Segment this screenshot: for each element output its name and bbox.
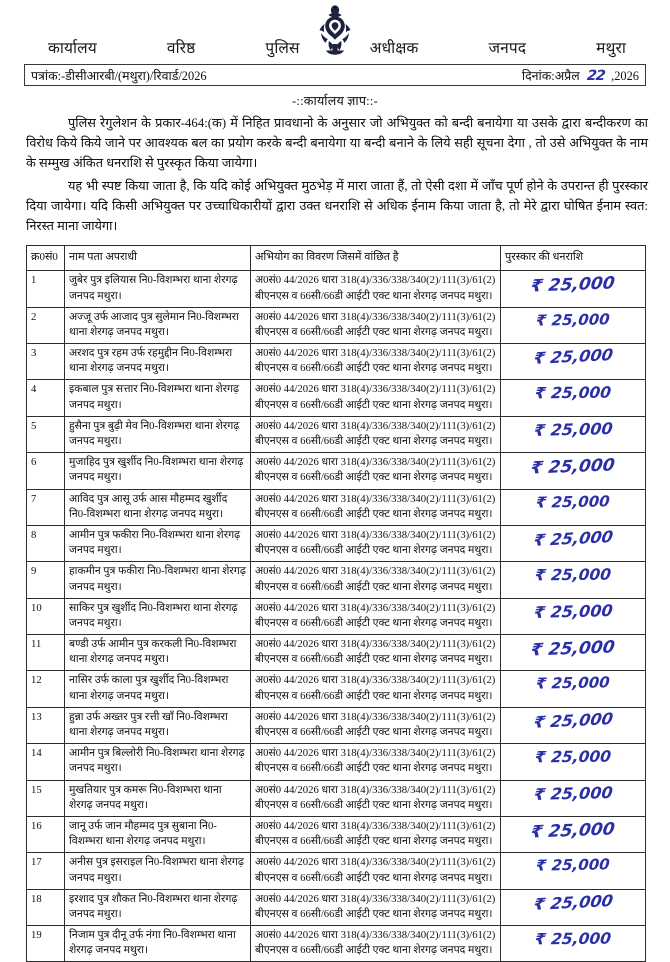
cell-accused-name-address: मुजाहिद पुत्र खुर्शीद नि0-विशम्भरा थाना शेरगढ़ जनपद मथुरा। xyxy=(65,453,251,489)
cell-serial: 14 xyxy=(27,744,65,780)
cell-accused-name-address: मुखतियार पुत्र कमरू नि0-विशम्भरा थाना शेरगढ़ जनपद मथुरा। xyxy=(65,780,251,816)
cell-serial: 6 xyxy=(27,453,65,489)
cell-case-details: अ0सं0 44/2026 धारा 318(4)/336/338/340(2)/111(3)/61(2) बीएनएस व 66सी/66डी आईटी एक्ट थाना शेरगढ़ जनपद मथुरा। xyxy=(251,562,501,598)
table-row xyxy=(27,453,646,489)
cell-case-details: अ0सं0 44/2026 धारा 318(4)/336/338/340(2)/111(3)/61(2) बीएनएस व 66सी/66डी आईटी एक्ट थाना शेरगढ़ जनपद मथुरा। xyxy=(251,926,501,962)
table-row xyxy=(27,416,646,452)
office-word-3: अधीक्षक xyxy=(369,40,419,57)
cell-accused-name-address: हुन्ना उर्फ अख्तर पुत्र रत्ती खाँ नि0-विशम्भरा थाना शेरगढ़ जनपद मथुरा। xyxy=(65,707,251,743)
table-row xyxy=(27,889,646,925)
table-row xyxy=(27,562,646,598)
cell-case-details: अ0सं0 44/2026 धारा 318(4)/336/338/340(2)/111(3)/61(2) बीएनएस व 66सी/66डी आईटी एक्ट थाना शेरगढ़ जनपद मथुरा। xyxy=(251,671,501,707)
cell-case-details: अ0सं0 44/2026 धारा 318(4)/336/338/340(2)/111(3)/61(2) बीएनएस व 66सी/66डी आईटी एक्ट थाना शेरगढ़ जनपद मथुरा। xyxy=(251,707,501,743)
table-row xyxy=(27,816,646,852)
table-row xyxy=(27,525,646,561)
table-body xyxy=(27,271,646,962)
handwritten-reward: ₹ 25,000 xyxy=(533,929,613,949)
cell-serial: 10 xyxy=(27,598,65,634)
cell-serial: 8 xyxy=(27,525,65,561)
table-row xyxy=(27,598,646,634)
paragraph-1: पुलिस रेगुलेशन के प्रकार-464:(क) में निहित प्रावधानो के अनुसार जो अभियुक्त को बन्दी बनायेगा या उसके द्वारा बन्दीकरण का विरोध किये किये जाने पर आवश्यक बल का प्रयोग करके बन्दी बनायेगा या बन्दी बनाने के लिये सही सूचना देगा , तो उसे अभियुक्त के नाम के सम्मुख अंकित धनराशि से पुरस्कृत किया जायेगा। xyxy=(26,116,648,171)
table-row xyxy=(27,489,646,525)
table-header-row xyxy=(27,246,646,271)
cell-case-details: अ0सं0 44/2026 धारा 318(4)/336/338/340(2)/111(3)/61(2) बीएनएस व 66सी/66डी आईटी एक्ट थाना शेरगढ़ जनपद मथुरा। xyxy=(251,635,501,671)
office-title-row xyxy=(48,36,646,58)
cell-reward-amount xyxy=(501,744,646,780)
handwritten-reward: ₹ 25,000 xyxy=(533,565,613,585)
cell-serial: 18 xyxy=(27,889,65,925)
cell-serial: 5 xyxy=(27,416,65,452)
cell-serial: 15 xyxy=(27,780,65,816)
cell-reward-amount xyxy=(501,707,646,743)
handwritten-reward: ₹ 25,000 xyxy=(529,455,617,479)
handwritten-reward: ₹ 25,000 xyxy=(529,819,617,843)
handwritten-reward: ₹ 25,000 xyxy=(535,673,611,694)
cell-accused-name-address: अनीस पुत्र इसराइल नि0-विशम्भरा थाना शेरगढ़ जनपद मथुरा। xyxy=(65,853,251,889)
handwritten-reward: ₹ 25,000 xyxy=(529,637,617,661)
handwritten-reward: ₹ 25,000 xyxy=(531,708,615,732)
cell-accused-name-address: इकबाल पुत्र सत्तार नि0-विशम्भरा थाना शेरगढ़ जनपद मथुरा। xyxy=(65,380,251,416)
cell-case-details: अ0सं0 44/2026 धारा 318(4)/336/338/340(2)/111(3)/61(2) बीएनएस व 66सी/66डी आईटी एक्ट थाना शेरगढ़ जनपद मथुरा। xyxy=(251,344,501,380)
date-handwritten-day: 22 xyxy=(585,67,605,84)
table-row xyxy=(27,635,646,671)
cell-serial: 12 xyxy=(27,671,65,707)
cell-serial: 17 xyxy=(27,853,65,889)
cell-accused-name-address: निजाम पुत्र दीनू उर्फ नंगा नि0-विशम्भरा थाना शेरगढ़ जनपद मथुरा। xyxy=(65,926,251,962)
table-row xyxy=(27,926,646,962)
cell-serial: 19 xyxy=(27,926,65,962)
cell-reward-amount xyxy=(501,344,646,380)
handwritten-reward: ₹ 25,000 xyxy=(532,418,614,440)
letter-number: पत्रांक:-डीसीआरबी/(मथुरा)/रिवार्ड/2026 xyxy=(31,68,207,83)
cell-accused-name-address: आमीन पुत्र बिल्लोरी नि0-विशम्भरा थाना शेरगढ़ जनपद मथुरा। xyxy=(65,744,251,780)
office-word-2: पुलिस xyxy=(265,40,300,57)
cell-accused-name-address: हुसैना पुत्र बुढ़ी मेव नि0-विशम्भरा थाना शेरगढ़ जनपद मथुरा। xyxy=(65,416,251,452)
handwritten-reward: ₹ 25,000 xyxy=(533,384,613,403)
cell-serial: 3 xyxy=(27,344,65,380)
cell-reward-amount xyxy=(501,889,646,925)
table-row xyxy=(27,780,646,816)
cell-serial: 1 xyxy=(27,271,65,307)
cell-case-details: अ0सं0 44/2026 धारा 318(4)/336/338/340(2)/111(3)/61(2) बीएनएस व 66सी/66डी आईटी एक्ट थाना शेरगढ़ जनपद मथुरा। xyxy=(251,453,501,489)
cell-reward-amount xyxy=(501,489,646,525)
reference-date-bar xyxy=(24,64,646,86)
cell-case-details: अ0सं0 44/2026 धारा 318(4)/336/338/340(2)/111(3)/61(2) बीएनएस व 66सी/66डी आईटी एक्ट थाना शेरगढ़ जनपद मथुरा। xyxy=(251,598,501,634)
table-row xyxy=(27,271,646,307)
table-row xyxy=(27,307,646,343)
date-label: दिनांक:अप्रैल xyxy=(521,68,580,83)
cell-case-details: अ0सं0 44/2026 धारा 318(4)/336/338/340(2)/111(3)/61(2) बीएनएस व 66सी/66डी आईटी एक्ट थाना शेरगढ़ जनपद मथुरा। xyxy=(251,744,501,780)
cell-case-details: अ0सं0 44/2026 धारा 318(4)/336/338/340(2)/111(3)/61(2) बीएनएस व 66सी/66डी आईटी एक्ट थाना शेरगढ़ जनपद मथुरा। xyxy=(251,416,501,452)
col-header-case-details: अभियोग का विवरण जिसमें वांछित है xyxy=(251,246,501,271)
cell-reward-amount xyxy=(501,780,646,816)
cell-accused-name-address: इरशाद पुत्र शौकत नि0-विशम्भरा थाना शेरगढ़ जनपद मथुरा। xyxy=(65,889,251,925)
table-row xyxy=(27,853,646,889)
cell-reward-amount xyxy=(501,562,646,598)
col-header-serial: क्र0सं0 xyxy=(27,246,65,271)
date-year: ,2026 xyxy=(611,68,639,83)
cell-reward-amount xyxy=(501,671,646,707)
table-row xyxy=(27,671,646,707)
cell-accused-name-address: बण्डी उर्फ आमीन पुत्र करकली नि0-विशम्भरा थाना शेरगढ़ जनपद मथुरा। xyxy=(65,635,251,671)
cell-serial: 11 xyxy=(27,635,65,671)
cell-accused-name-address: हाकमीन पुत्र फकीरा नि0-विशम्भरा थाना शेरगढ़ जनपद मथुरा। xyxy=(65,562,251,598)
cell-reward-amount xyxy=(501,525,646,561)
cell-serial: 13 xyxy=(27,707,65,743)
table-row xyxy=(27,344,646,380)
cell-reward-amount xyxy=(501,307,646,343)
col-header-name-address: नाम पता अपराधी xyxy=(65,246,251,271)
office-word-0: कार्यालय xyxy=(48,40,97,57)
cell-serial: 2 xyxy=(27,307,65,343)
table-row xyxy=(27,380,646,416)
office-word-5: मथुरा xyxy=(596,40,626,57)
letterhead xyxy=(24,0,646,62)
office-word-4: जनपद xyxy=(488,40,527,57)
handwritten-reward: ₹ 25,000 xyxy=(531,890,615,914)
cell-accused-name-address: नासिर उर्फ काला पुत्र खुर्शीद नि0-विशम्भरा थाना शेरगढ़ जनपद मथुरा। xyxy=(65,671,251,707)
cell-reward-amount xyxy=(501,416,646,452)
cell-reward-amount xyxy=(501,271,646,307)
col-header-reward-amount: पुरस्कार की धनराशि xyxy=(501,246,646,271)
cell-reward-amount xyxy=(501,453,646,489)
cell-reward-amount xyxy=(501,853,646,889)
cell-serial: 9 xyxy=(27,562,65,598)
cell-accused-name-address: अरशद पुत्र रहम उर्फ रहमुद्दीन नि0-विशम्भरा थाना शेरगढ़ जनपद मथुरा। xyxy=(65,344,251,380)
cell-accused-name-address: जानू उर्फ जान मौहम्मद पुत्र सुबाना नि0-विशम्भरा थाना शेरगढ़ जनपद मथुरा। xyxy=(65,816,251,852)
cell-accused-name-address: आविद पुत्र आसू उर्फ आस मौहम्मद खुर्शीद नि0-विशम्भरा थाना शेरगढ़ जनपद मथुरा। xyxy=(65,489,251,525)
document-subject: -::कार्यालय ज्ञाप::- xyxy=(292,94,378,108)
cell-reward-amount xyxy=(501,635,646,671)
handwritten-reward: ₹ 25,000 xyxy=(531,345,615,368)
handwritten-reward: ₹ 25,000 xyxy=(531,527,615,550)
cell-case-details: अ0सं0 44/2026 धारा 318(4)/336/338/340(2)/111(3)/61(2) बीएनएस व 66सी/66डी आईटी एक्ट थाना शेरगढ़ जनपद मथुरा। xyxy=(251,380,501,416)
cell-reward-amount xyxy=(501,816,646,852)
paragraph-2: यह भी स्पष्ट किया जाता है, कि यदि कोई अभियुक्त मुठभेड़ में मारा जाता हैं, तो ऐसी दशा में जाँच पूर्ण होने के उपरान्त ही पुरस्कार दिया जायेगा। यदि किसी अभियुक्त पर उच्चाधिकारीयों द्वारा उक्त धनराशि से अधिक ईनाम किया जाता है, तो मेरे द्वारा घोषित ईनाम स्वत: निरस्त माना जायेगा। xyxy=(26,178,648,234)
handwritten-reward: ₹ 25,000 xyxy=(535,310,611,330)
cell-serial: 16 xyxy=(27,816,65,852)
wanted-reward-table xyxy=(26,245,646,962)
date-block xyxy=(522,67,639,84)
handwritten-reward: ₹ 25,000 xyxy=(533,747,613,767)
handwritten-reward: ₹ 25,000 xyxy=(532,600,614,622)
table-row xyxy=(27,744,646,780)
cell-case-details: अ0सं0 44/2026 धारा 318(4)/336/338/340(2)/111(3)/61(2) बीएनएस व 66सी/66डी आईटी एक्ट थाना शेरगढ़ जनपद मथुरा। xyxy=(251,816,501,852)
handwritten-reward: ₹ 25,000 xyxy=(529,273,617,297)
cell-accused-name-address: आमीन पुत्र फकीरा नि0-विशम्भरा थाना शेरगढ़ जनपद मथुरा। xyxy=(65,525,251,561)
office-word-1: वरिष्ठ xyxy=(166,40,196,57)
cell-serial: 4 xyxy=(27,380,65,416)
handwritten-reward: ₹ 25,000 xyxy=(532,782,614,804)
cell-serial: 7 xyxy=(27,489,65,525)
table-row xyxy=(27,707,646,743)
cell-case-details: अ0सं0 44/2026 धारा 318(4)/336/338/340(2)/111(3)/61(2) बीएनएस व 66सी/66डी आईटी एक्ट थाना शेरगढ़ जनपद मथुरा। xyxy=(251,853,501,889)
cell-case-details: अ0सं0 44/2026 धारा 318(4)/336/338/340(2)/111(3)/61(2) बीएनएस व 66सी/66डी आईटी एक्ट थाना शेरगढ़ जनपद मथुरा। xyxy=(251,271,501,307)
cell-reward-amount xyxy=(501,598,646,634)
cell-accused-name-address: अज्जू उर्फ आजाद पुत्र सुलेमान नि0-विशम्भरा थाना शेरगढ़ जनपद मथुरा। xyxy=(65,307,251,343)
cell-reward-amount xyxy=(501,926,646,962)
handwritten-reward: ₹ 25,000 xyxy=(535,855,611,875)
cell-case-details: अ0सं0 44/2026 धारा 318(4)/336/338/340(2)/111(3)/61(2) बीएनएस व 66सी/66डी आईटी एक्ट थाना शेरगढ़ जनपद मथुरा। xyxy=(251,307,501,343)
cell-accused-name-address: साकिर पुत्र खुर्शीद नि0-विशम्भरा थाना शेरगढ़ जनपद मथुरा। xyxy=(65,598,251,634)
cell-case-details: अ0सं0 44/2026 धारा 318(4)/336/338/340(2)/111(3)/61(2) बीएनएस व 66सी/66डी आईटी एक्ट थाना शेरगढ़ जनपद मथुरा। xyxy=(251,489,501,525)
cell-case-details: अ0सं0 44/2026 धारा 318(4)/336/338/340(2)/111(3)/61(2) बीएनएस व 66सी/66डी आईटी एक्ट थाना शेरगढ़ जनपद मथुरा। xyxy=(251,889,501,925)
handwritten-reward: ₹ 25,000 xyxy=(535,491,611,512)
cell-case-details: अ0सं0 44/2026 धारा 318(4)/336/338/340(2)/111(3)/61(2) बीएनएस व 66सी/66डी आईटी एक्ट थाना शेरगढ़ जनपद मथुरा। xyxy=(251,780,501,816)
cell-case-details: अ0सं0 44/2026 धारा 318(4)/336/338/340(2)/111(3)/61(2) बीएनएस व 66सी/66डी आईटी एक्ट थाना शेरगढ़ जनपद मथुरा। xyxy=(251,525,501,561)
cell-reward-amount xyxy=(501,380,646,416)
cell-accused-name-address: जुबेर पुत्र इलियास नि0-विशम्भरा थाना शेरगढ़ जनपद मथुरा। xyxy=(65,271,251,307)
